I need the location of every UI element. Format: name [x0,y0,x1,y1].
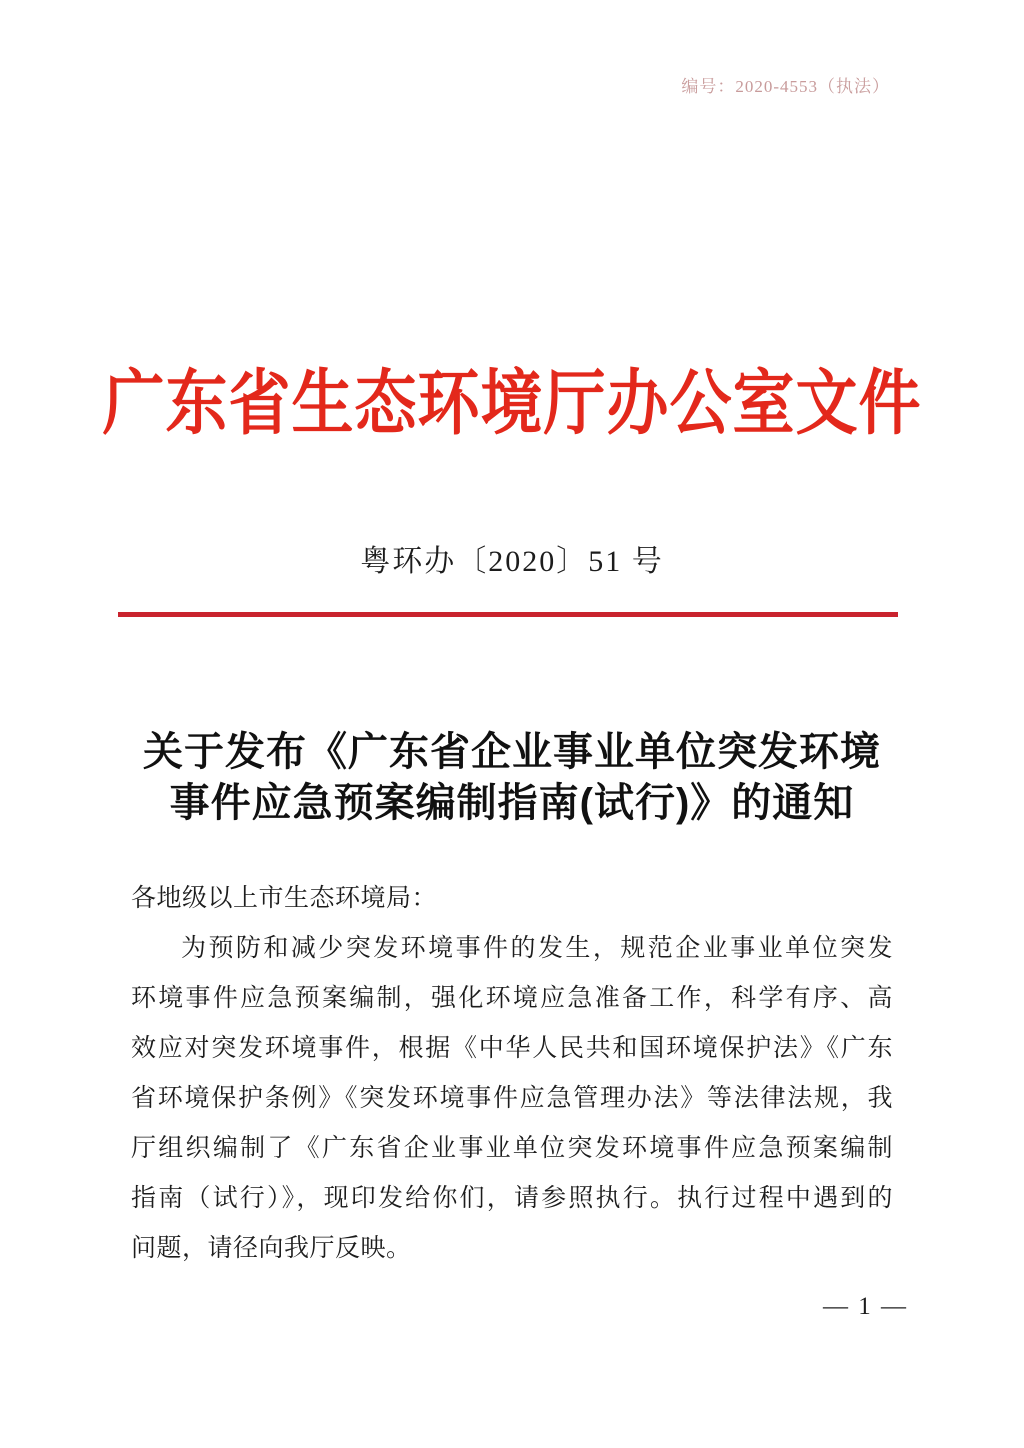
document-serial-number: 编号：2020-4553（执法） [681,77,890,96]
red-divider-line [118,612,898,617]
notice-title-line-1: 关于发布《广东省企业事业单位突发环境 [143,730,881,774]
body-line-4: 省环境保护条例》《突发环境事件应急管理办法》等法律法规，我 [131,1085,893,1112]
masthead-title: 广东省生态环境厅办公室文件 [102,365,922,444]
notice-title-line-2: 事件应急预案编制指南(试行)》的通知 [169,781,855,825]
notice-body [131,874,893,1274]
body-line-2: 环境事件应急预案编制，强化环境应急准备工作，科学有序、高 [131,985,893,1012]
body-line-7: 问题，请径向我厅反映。 [131,1235,412,1262]
salutation: 各地级以上市生态环境局： [131,885,438,912]
notice-title [0,727,1024,829]
body-line-3: 效应对突发环境事件，根据《中华人民共和国环境保护法》《广东 [131,1035,893,1062]
body-line-6: 指南（试行）》，现印发给你们，请参照执行。执行过程中遇到的 [131,1185,893,1212]
page-number: — 1 — [823,1293,908,1320]
document-number: 粤环办〔2020〕51 号 [360,545,664,578]
body-line-1: 为预防和减少突发环境事件的发生，规范企业事业单位突发 [181,935,893,962]
body-line-5: 厅组织编制了《广东省企业事业单位突发环境事件应急预案编制 [131,1135,893,1162]
